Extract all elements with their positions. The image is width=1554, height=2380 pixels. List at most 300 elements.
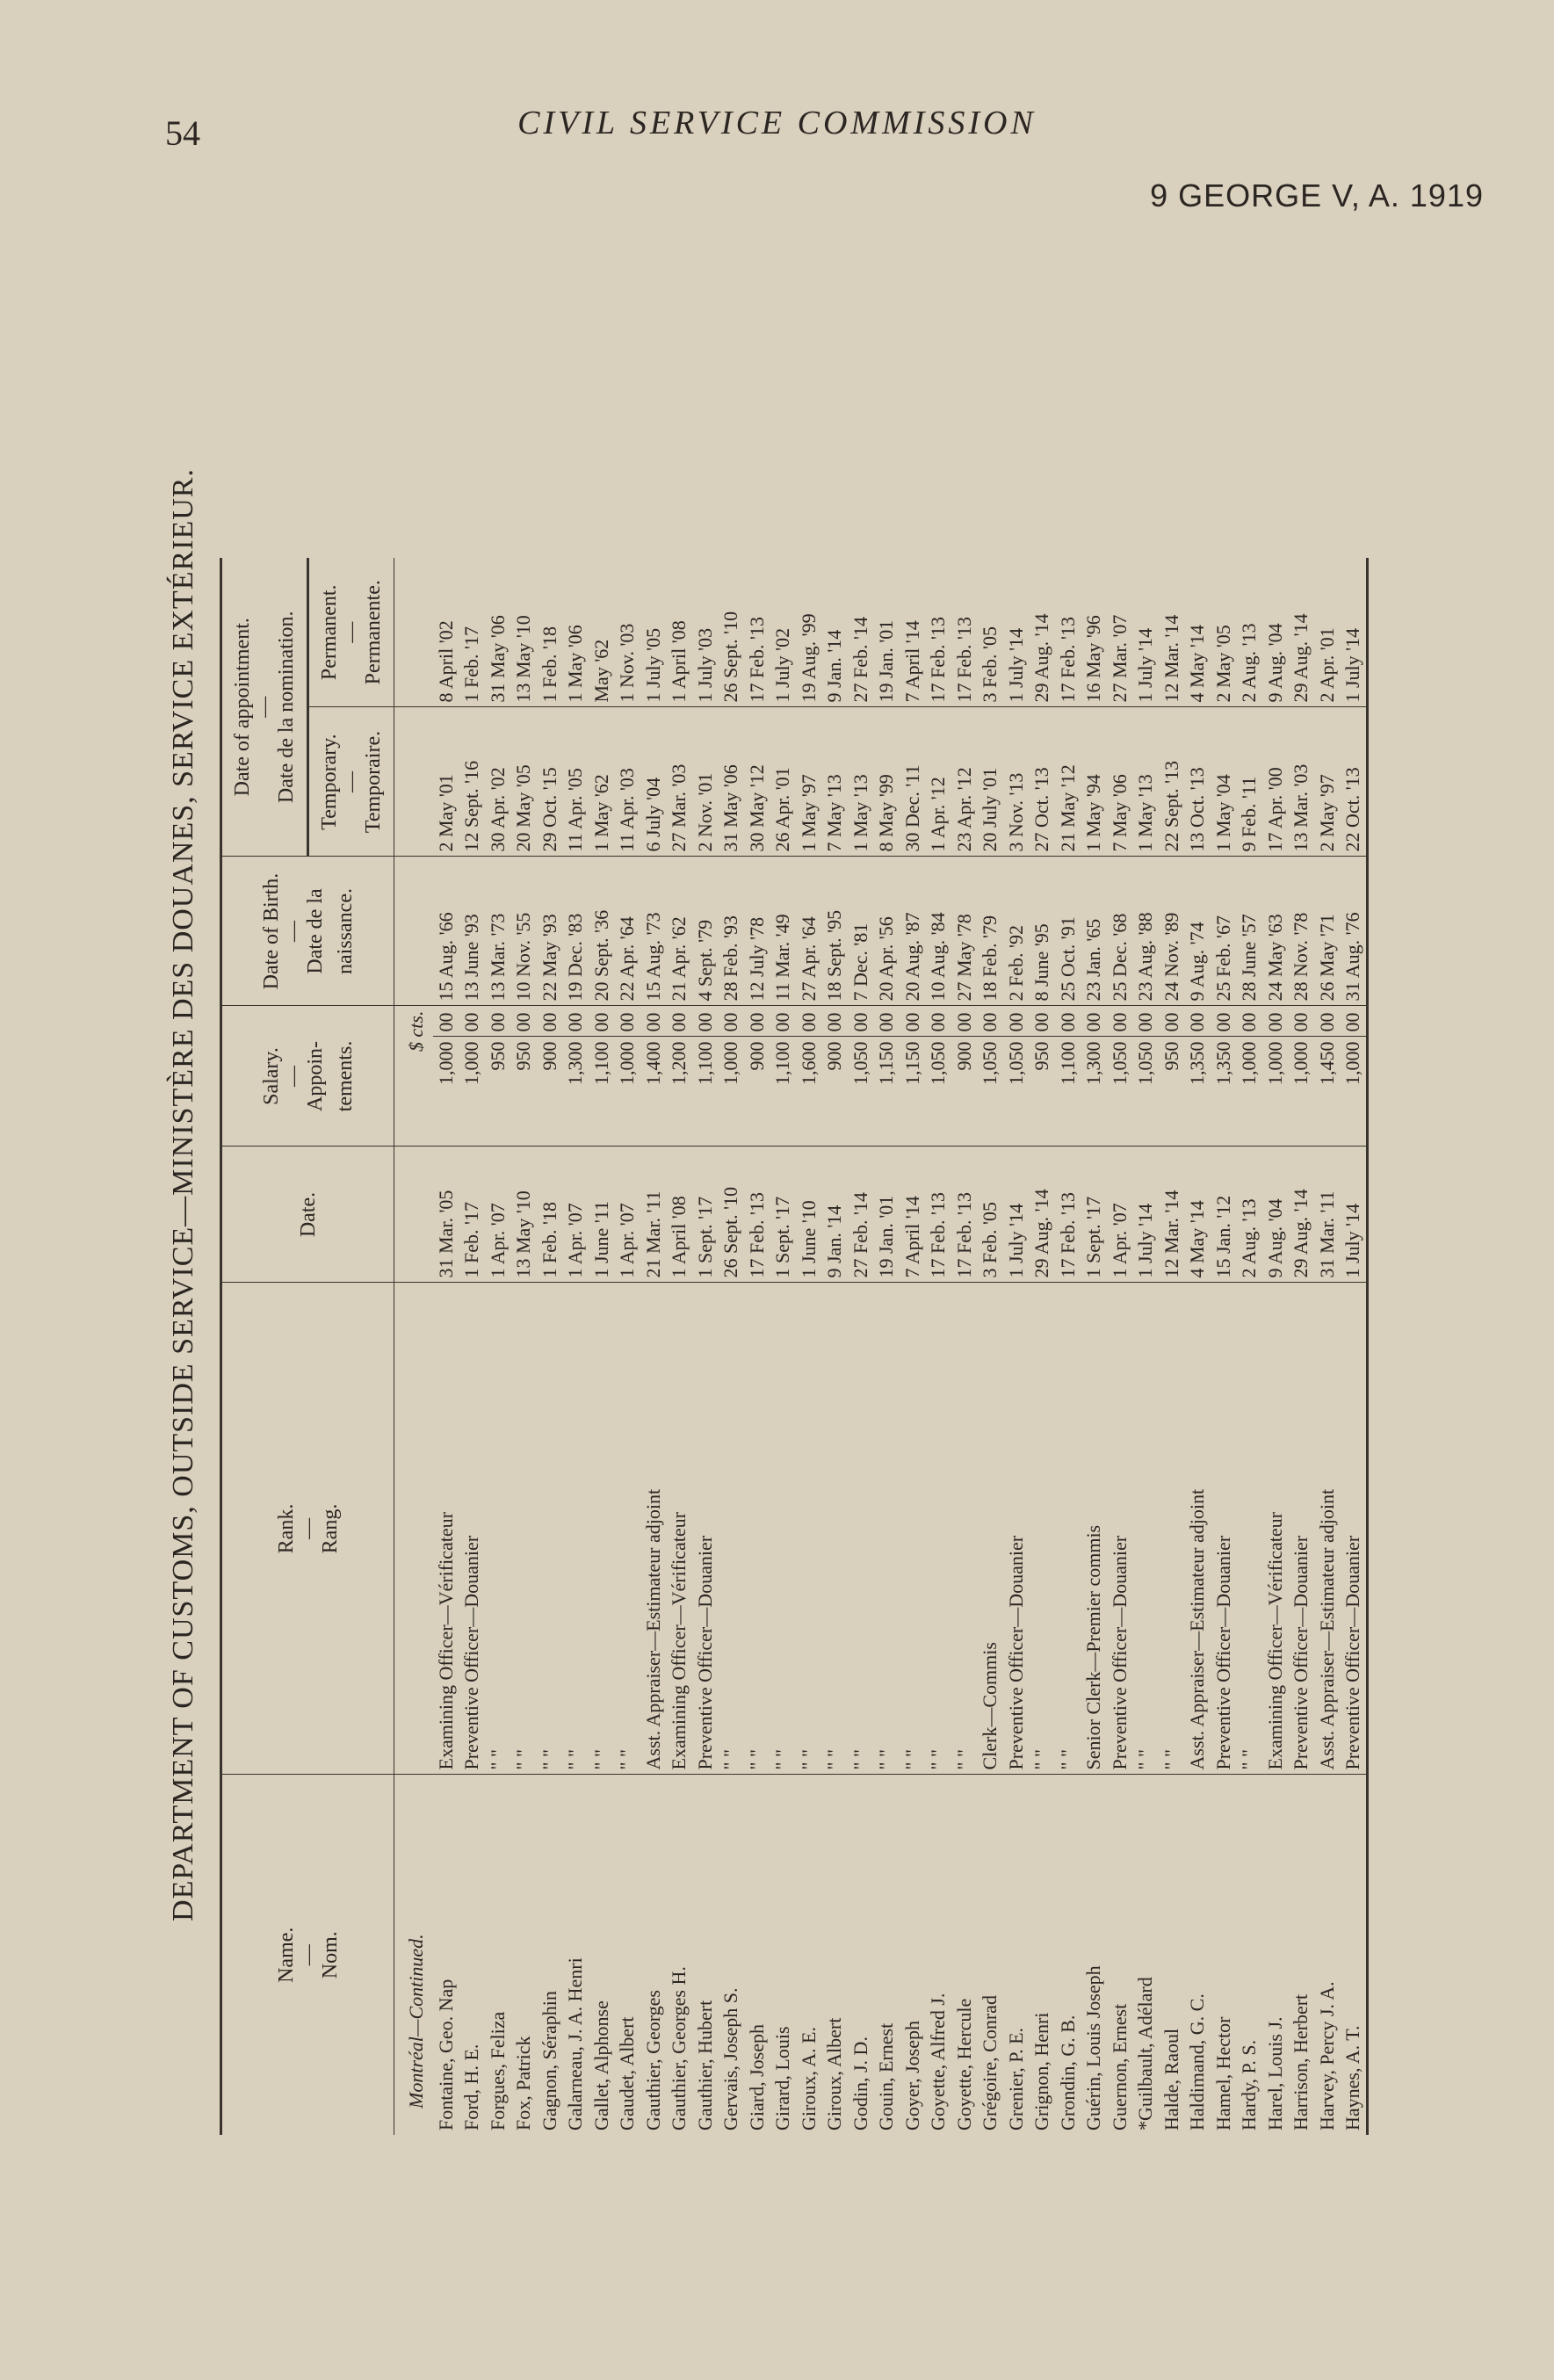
row-temporary-date: 1 May '62 bbox=[589, 707, 615, 857]
table-row bbox=[459, 558, 485, 2135]
row-date: 17 Feb. '13 bbox=[744, 1147, 770, 1283]
header-dash: — bbox=[340, 771, 363, 792]
header-dash: — bbox=[296, 1518, 320, 1539]
row-salary: 1,300 bbox=[1081, 1037, 1107, 1147]
row-name: Gauthier, Georges H. bbox=[668, 1966, 690, 2130]
row-salary: 1,150 bbox=[900, 1037, 926, 1147]
row-birth-date: 31 Aug. '76 bbox=[1340, 857, 1367, 1006]
table-row bbox=[951, 558, 978, 2135]
row-permanent-date: 17 Feb. '13 bbox=[744, 558, 770, 707]
row-cents: 00 bbox=[537, 1006, 563, 1037]
row-date: 1 Sept. '17 bbox=[770, 1147, 796, 1283]
row-birth-date: 26 May '71 bbox=[1314, 857, 1341, 1006]
row-date: 1 Apr. '07 bbox=[1107, 1147, 1133, 1283]
row-name: Guernon, Ernest bbox=[1108, 2003, 1131, 2130]
row-cents: 00 bbox=[589, 1006, 615, 1037]
row-salary: 1,100 bbox=[692, 1037, 719, 1147]
row-salary: 900 bbox=[821, 1037, 848, 1147]
temporary-header bbox=[308, 707, 394, 857]
birth-header-en: Date of Birth. bbox=[259, 872, 283, 990]
row-salary: 1,050 bbox=[1107, 1037, 1133, 1147]
row-rank: " " bbox=[821, 1283, 848, 1775]
row-birth-date: 9 Aug. '74 bbox=[1184, 857, 1211, 1006]
row-rank: Preventive Officer—Douanier bbox=[1211, 1283, 1237, 1775]
row-cents: 00 bbox=[925, 1006, 951, 1037]
row-salary: 1,150 bbox=[873, 1037, 900, 1147]
row-date: 1 Apr. '07 bbox=[562, 1147, 589, 1283]
row-permanent-date: May '62 bbox=[589, 558, 615, 707]
row-rank: Examining Officer—Vérificateur bbox=[433, 1283, 459, 1775]
row-salary: 1,350 bbox=[1184, 1037, 1211, 1147]
row-cents: 00 bbox=[692, 1006, 719, 1037]
row-permanent-date: 17 Feb. '13 bbox=[951, 558, 978, 707]
row-rank: " " bbox=[770, 1283, 796, 1775]
table-row bbox=[848, 558, 874, 2135]
row-temporary-date: 27 Mar. '03 bbox=[666, 707, 692, 857]
row-cents: 00 bbox=[1003, 1006, 1030, 1037]
row-rank: " " bbox=[537, 1283, 563, 1775]
table-row bbox=[770, 558, 796, 2135]
row-date: 1 Feb. '17 bbox=[459, 1147, 485, 1283]
table-row bbox=[718, 558, 744, 2135]
table-row bbox=[821, 558, 848, 2135]
row-rank: Preventive Officer—Douanier bbox=[1107, 1283, 1133, 1775]
row-birth-date: 4 Sept. '79 bbox=[692, 857, 719, 1006]
row-birth-date: 22 Apr. '64 bbox=[614, 857, 640, 1006]
row-name: Fox, Patrick bbox=[512, 2036, 534, 2130]
table-row bbox=[1055, 558, 1081, 2135]
row-rank: Asst. Appraiser—Estimateur adjoint bbox=[1184, 1283, 1211, 1775]
row-temporary-date: 11 Apr. '05 bbox=[562, 707, 589, 857]
row-name: Gagnon, Séraphin bbox=[538, 1991, 560, 2130]
row-rank: " " bbox=[796, 1283, 822, 1775]
row-date: 1 Sept. '17 bbox=[692, 1147, 719, 1283]
row-rank: " " bbox=[1132, 1283, 1159, 1775]
row-cents: 00 bbox=[1107, 1006, 1133, 1037]
row-cents: 00 bbox=[1159, 1006, 1185, 1037]
row-name: Haynes, A. T. bbox=[1340, 1775, 1367, 2135]
section-spacer bbox=[394, 1147, 433, 1283]
salary-units: $ cts. bbox=[394, 1006, 433, 1147]
row-rank: " " bbox=[589, 1283, 615, 1775]
table-row bbox=[1081, 558, 1107, 2135]
row-date: 1 Sept. '17 bbox=[1081, 1147, 1107, 1283]
name-header bbox=[221, 1775, 394, 2135]
page-number: 54 bbox=[165, 113, 200, 153]
row-permanent-date: 13 May '10 bbox=[510, 558, 537, 707]
row-date: 26 Sept. '10 bbox=[718, 1147, 744, 1283]
row-cents: 00 bbox=[718, 1006, 744, 1037]
row-date: 1 Apr. '07 bbox=[485, 1147, 511, 1283]
row-name: Harel, Louis J. bbox=[1263, 2016, 1286, 2130]
row-birth-date: 25 Feb. '67 bbox=[1211, 857, 1237, 1006]
row-temporary-date: 30 Apr. '02 bbox=[485, 707, 511, 857]
row-birth-date: 15 Aug. '66 bbox=[433, 857, 459, 1006]
row-temporary-date: 9 Feb. '11 bbox=[1236, 707, 1262, 857]
row-rank: " " bbox=[1159, 1283, 1185, 1775]
permanent-header-fr: Permanente. bbox=[362, 580, 385, 685]
row-cents: 00 bbox=[614, 1006, 640, 1037]
row-permanent-date: 3 Feb. '05 bbox=[977, 558, 1003, 707]
table-row bbox=[1159, 558, 1185, 2135]
row-name: Forgues, Feliza bbox=[486, 2011, 509, 2130]
table-row bbox=[1107, 558, 1133, 2135]
row-birth-date: 28 June '57 bbox=[1236, 857, 1262, 1006]
row-birth-date: 23 Jan. '65 bbox=[1081, 857, 1107, 1006]
row-date: 29 Aug. '14 bbox=[1288, 1147, 1314, 1283]
row-birth-date: 10 Nov. '55 bbox=[510, 857, 537, 1006]
row-name: Harrison, Herbert bbox=[1290, 1993, 1312, 2130]
row-cents: 00 bbox=[485, 1006, 511, 1037]
header-dash: — bbox=[340, 621, 363, 643]
row-date: 27 Feb. '14 bbox=[848, 1147, 874, 1283]
row-name: Gervais, Joseph S. bbox=[719, 1987, 741, 2130]
table-row bbox=[796, 558, 822, 2135]
table-row bbox=[900, 558, 926, 2135]
row-rank: " " bbox=[925, 1283, 951, 1775]
row-permanent-date: 7 April '14 bbox=[900, 558, 926, 707]
row-salary: 1,100 bbox=[770, 1037, 796, 1147]
row-cents: 00 bbox=[900, 1006, 926, 1037]
row-rank: " " bbox=[614, 1283, 640, 1775]
running-head: CIVIL SERVICE COMMISSION bbox=[517, 105, 1037, 141]
section-spacer bbox=[394, 707, 433, 857]
row-permanent-date: 4 May '14 bbox=[1184, 558, 1211, 707]
row-rank: " " bbox=[951, 1283, 978, 1775]
row-name: Giroux, A. E. bbox=[797, 2027, 820, 2130]
row-salary: 1,000 bbox=[1262, 1037, 1289, 1147]
table-row bbox=[1314, 558, 1341, 2135]
row-permanent-date: 2 Apr. '01 bbox=[1314, 558, 1341, 707]
table-row bbox=[433, 558, 459, 2135]
row-date: 12 Mar. '14 bbox=[1159, 1147, 1185, 1283]
row-name: Gouin, Ernest bbox=[875, 2022, 897, 2130]
row-name: Grignon, Henri bbox=[1030, 2012, 1052, 2130]
row-cents: 00 bbox=[640, 1006, 667, 1037]
row-rank: " " bbox=[1236, 1283, 1262, 1775]
row-birth-date: 27 Apr. '64 bbox=[796, 857, 822, 1006]
row-date: 3 Feb. '05 bbox=[977, 1147, 1003, 1283]
row-salary: 1,050 bbox=[925, 1037, 951, 1147]
row-salary: 1,050 bbox=[1132, 1037, 1159, 1147]
row-temporary-date: 22 Sept. '13 bbox=[1159, 707, 1185, 857]
row-temporary-date: 12 Sept. '16 bbox=[459, 707, 485, 857]
row-rank: " " bbox=[1029, 1283, 1055, 1775]
table-row bbox=[1029, 558, 1055, 2135]
row-rank: Preventive Officer—Douanier bbox=[459, 1283, 485, 1775]
row-salary: 950 bbox=[485, 1037, 511, 1147]
row-salary: 1,000 bbox=[1340, 1037, 1367, 1147]
row-name: Gaudet, Albert bbox=[616, 2016, 638, 2130]
row-permanent-date: 12 Mar. '14 bbox=[1159, 558, 1185, 707]
row-date: 15 Jan. '12 bbox=[1211, 1147, 1237, 1283]
table-row bbox=[562, 558, 589, 2135]
table-row bbox=[1340, 558, 1367, 2135]
row-name: Goyette, Hercule bbox=[952, 1998, 975, 2130]
row-cents: 00 bbox=[459, 1006, 485, 1037]
row-birth-date: 13 June '93 bbox=[459, 857, 485, 1006]
table-row bbox=[666, 558, 692, 2135]
section-spacer bbox=[394, 857, 433, 1006]
row-salary: 1,000 bbox=[433, 1037, 459, 1147]
row-birth-date: 22 May '93 bbox=[537, 857, 563, 1006]
row-permanent-date: 29 Aug. '14 bbox=[1029, 558, 1055, 707]
salary-header-fr: Appoin-tements. bbox=[303, 1040, 357, 1112]
table-row bbox=[692, 558, 719, 2135]
row-rank: Clerk—Commis bbox=[977, 1283, 1003, 1775]
row-permanent-date: 1 Feb. '18 bbox=[537, 558, 563, 707]
row-cents: 00 bbox=[1055, 1006, 1081, 1037]
row-temporary-date: 26 Apr. '01 bbox=[770, 707, 796, 857]
row-birth-date: 18 Feb. '79 bbox=[977, 857, 1003, 1006]
row-temporary-date: 2 May '97 bbox=[1314, 707, 1341, 857]
row-cents: 00 bbox=[951, 1006, 978, 1037]
row-salary: 1,100 bbox=[589, 1037, 615, 1147]
row-cents: 00 bbox=[1314, 1006, 1341, 1037]
row-name: Gauthier, Georges bbox=[641, 1990, 664, 2130]
row-birth-date: 25 Oct. '91 bbox=[1055, 857, 1081, 1006]
row-name: Girard, Louis bbox=[771, 2026, 793, 2130]
row-permanent-date: 2 May '05 bbox=[1211, 558, 1237, 707]
row-salary: 950 bbox=[1029, 1037, 1055, 1147]
section-spacer bbox=[394, 558, 433, 707]
table-row bbox=[614, 558, 640, 2135]
row-birth-date: 28 Nov. '78 bbox=[1288, 857, 1314, 1006]
row-salary: 1,000 bbox=[1288, 1037, 1314, 1147]
row-name: Gallet, Alphonse bbox=[589, 2000, 612, 2130]
row-permanent-date: 26 Sept. '10 bbox=[718, 558, 744, 707]
row-date: 7 April '14 bbox=[900, 1147, 926, 1283]
row-salary: 1,000 bbox=[718, 1037, 744, 1147]
row-date: 1 June '10 bbox=[796, 1147, 822, 1283]
row-cents: 00 bbox=[1029, 1006, 1055, 1037]
row-cents: 00 bbox=[1132, 1006, 1159, 1037]
row-name: Fontaine, Geo. Nap bbox=[434, 1979, 457, 2130]
temporary-header-en: Temporary. bbox=[318, 734, 341, 830]
appointment-header-en: Date of appointment. bbox=[231, 618, 254, 797]
row-date: 31 Mar. '11 bbox=[1314, 1147, 1341, 1283]
row-birth-date: 20 Apr. '56 bbox=[873, 857, 900, 1006]
row-name: Grondin, G. B. bbox=[1056, 2015, 1079, 2130]
row-permanent-date: 8 April '02 bbox=[433, 558, 459, 707]
row-birth-date: 20 Sept. '36 bbox=[589, 857, 615, 1006]
table-row bbox=[537, 558, 563, 2135]
row-temporary-date: 1 Apr. '12 bbox=[925, 707, 951, 857]
row-name: Guérin, Louis Joseph bbox=[1082, 1965, 1104, 2130]
row-temporary-date: 21 May '12 bbox=[1055, 707, 1081, 857]
row-temporary-date: 13 Oct. '13 bbox=[1184, 707, 1211, 857]
section-label: Montréal—Continued. bbox=[405, 1934, 427, 2109]
row-permanent-date: 1 July '14 bbox=[1003, 558, 1030, 707]
header-dash: — bbox=[281, 921, 305, 942]
row-birth-date: 28 Feb. '93 bbox=[718, 857, 744, 1006]
row-rank: Asst. Appraiser—Estimateur adjoint bbox=[1314, 1283, 1341, 1775]
table-row bbox=[925, 558, 951, 2135]
table-row bbox=[873, 558, 900, 2135]
row-date: 17 Feb. '13 bbox=[951, 1147, 978, 1283]
row-name: Giroux, Albert bbox=[823, 2017, 845, 2130]
row-date: 1 Feb. '18 bbox=[537, 1147, 563, 1283]
row-salary: 1,050 bbox=[977, 1037, 1003, 1147]
row-permanent-date: 9 Jan. '14 bbox=[821, 558, 848, 707]
row-birth-date: 21 Apr. '62 bbox=[666, 857, 692, 1006]
row-cents: 00 bbox=[873, 1006, 900, 1037]
row-permanent-date: 2 Aug. '13 bbox=[1236, 558, 1262, 707]
row-temporary-date: 2 May '01 bbox=[433, 707, 459, 857]
row-date: 17 Feb. '13 bbox=[925, 1147, 951, 1283]
row-permanent-date: 19 Aug. '99 bbox=[796, 558, 822, 707]
row-rank: Preventive Officer—Douanier bbox=[1003, 1283, 1030, 1775]
row-rank: Senior Clerk—Premier commis bbox=[1081, 1283, 1107, 1775]
row-date: 2 Aug. '13 bbox=[1236, 1147, 1262, 1283]
table-row bbox=[1003, 558, 1030, 2135]
name-header-en: Name. bbox=[274, 1927, 298, 1983]
row-permanent-date: 1 July '02 bbox=[770, 558, 796, 707]
row-name: Galarneau, J. A. Henri bbox=[564, 1957, 586, 2130]
row-temporary-date: 27 Oct. '13 bbox=[1029, 707, 1055, 857]
row-temporary-date: 30 Dec. '11 bbox=[900, 707, 926, 857]
row-salary: 1,200 bbox=[666, 1037, 692, 1147]
section-title: DEPARTMENT OF CUSTOMS, OUTSIDE SERVICE—MINISTÈRE DES DOUANES, SERVICE EXTÉRIEUR. bbox=[167, 468, 199, 1921]
row-permanent-date: 1 Nov. '03 bbox=[614, 558, 640, 707]
table-row bbox=[1288, 558, 1314, 2135]
row-cents: 00 bbox=[1236, 1006, 1262, 1037]
row-birth-date: 8 June '95 bbox=[1029, 857, 1055, 1006]
row-permanent-date: 1 April '08 bbox=[666, 558, 692, 707]
row-name: Gauthier, Hubert bbox=[693, 2000, 716, 2130]
row-name: Goyer, Joseph bbox=[900, 2021, 923, 2130]
row-salary: 950 bbox=[510, 1037, 537, 1147]
row-temporary-date: 13 Mar. '03 bbox=[1288, 707, 1314, 857]
row-rank: Examining Officer—Vérificateur bbox=[666, 1283, 692, 1775]
row-birth-date: 25 Dec. '68 bbox=[1107, 857, 1133, 1006]
row-permanent-date: 1 July '03 bbox=[692, 558, 719, 707]
row-rank: " " bbox=[562, 1283, 589, 1775]
row-date: 9 Jan. '14 bbox=[821, 1147, 848, 1283]
row-temporary-date: 20 July '01 bbox=[977, 707, 1003, 857]
row-rank: Preventive Officer—Douanier bbox=[692, 1283, 719, 1775]
personnel-table bbox=[220, 558, 1369, 2135]
row-salary: 1,000 bbox=[1236, 1037, 1262, 1147]
row-rank: " " bbox=[873, 1283, 900, 1775]
row-rank: " " bbox=[900, 1283, 926, 1775]
row-salary: 1,400 bbox=[640, 1037, 667, 1147]
appointment-header bbox=[221, 558, 308, 857]
row-name: Harvey, Percy J. A. bbox=[1315, 1981, 1338, 2130]
row-birth-date: 13 Mar. '73 bbox=[485, 857, 511, 1006]
row-permanent-date: 31 May '06 bbox=[485, 558, 511, 707]
row-temporary-date: 30 May '12 bbox=[744, 707, 770, 857]
row-date: 21 Mar. '11 bbox=[640, 1147, 667, 1283]
row-cents: 00 bbox=[1288, 1006, 1314, 1037]
permanent-header bbox=[308, 558, 394, 707]
row-rank: Examining Officer—Vérificateur bbox=[1262, 1283, 1289, 1775]
row-temporary-date: 2 Nov. '01 bbox=[692, 707, 719, 857]
temporary-header-fr: Temporaire. bbox=[362, 730, 385, 834]
row-date: 13 May '10 bbox=[510, 1147, 537, 1283]
regnal-year: 9 GEORGE V, A. 1919 bbox=[1150, 177, 1484, 213]
row-temporary-date: 29 Oct. '15 bbox=[537, 707, 563, 857]
table-row bbox=[744, 558, 770, 2135]
row-name: Giard, Joseph bbox=[745, 2024, 768, 2130]
row-cents: 00 bbox=[1340, 1006, 1367, 1037]
row-temporary-date: 1 May '13 bbox=[1132, 707, 1159, 857]
row-birth-date: 19 Dec. '83 bbox=[562, 857, 589, 1006]
row-temporary-date: 22 Oct. '13 bbox=[1340, 707, 1367, 857]
row-permanent-date: 1 July '05 bbox=[640, 558, 667, 707]
row-cents: 00 bbox=[1211, 1006, 1237, 1037]
row-permanent-date: 1 May '06 bbox=[562, 558, 589, 707]
name-header-fr: Nom. bbox=[318, 1931, 342, 1979]
row-birth-date: 10 Aug. '84 bbox=[925, 857, 951, 1006]
row-salary: 1,300 bbox=[562, 1037, 589, 1147]
table-row bbox=[589, 558, 615, 2135]
row-rank: " " bbox=[744, 1283, 770, 1775]
row-salary: 1,100 bbox=[1055, 1037, 1081, 1147]
row-rank: " " bbox=[510, 1283, 537, 1775]
row-birth-date: 27 May '78 bbox=[951, 857, 978, 1006]
row-date: 1 July '14 bbox=[1132, 1147, 1159, 1283]
section-spacer bbox=[394, 1283, 433, 1775]
row-salary: 950 bbox=[1159, 1037, 1185, 1147]
row-date: 31 Mar. '05 bbox=[433, 1147, 459, 1283]
row-rank: Preventive Officer—Douanier bbox=[1340, 1283, 1367, 1775]
row-name: Grégoire, Conrad bbox=[979, 1995, 1001, 2130]
row-permanent-date: 16 May '96 bbox=[1081, 558, 1107, 707]
row-salary: 900 bbox=[951, 1037, 978, 1147]
row-cents: 00 bbox=[744, 1006, 770, 1037]
table-row bbox=[1184, 558, 1211, 2135]
row-birth-date: 2 Feb. '92 bbox=[1003, 857, 1030, 1006]
row-temporary-date: 1 May '13 bbox=[848, 707, 874, 857]
row-birth-date: 20 Aug. '87 bbox=[900, 857, 926, 1006]
row-birth-date: 24 Nov. '89 bbox=[1159, 857, 1185, 1006]
row-temporary-date: 17 Apr. '00 bbox=[1262, 707, 1289, 857]
row-birth-date: 24 May '63 bbox=[1262, 857, 1289, 1006]
table-row bbox=[977, 558, 1003, 2135]
row-date: 1 July '14 bbox=[1340, 1147, 1367, 1283]
row-temporary-date: 8 May '99 bbox=[873, 707, 900, 857]
birth-header-fr: Date de la naissance. bbox=[303, 888, 357, 974]
row-date: 9 Aug. '04 bbox=[1262, 1147, 1289, 1283]
row-name: Ford, H. E. bbox=[460, 2044, 482, 2130]
row-temporary-date: 3 Nov. '13 bbox=[1003, 707, 1030, 857]
row-salary: 900 bbox=[744, 1037, 770, 1147]
row-cents: 00 bbox=[562, 1006, 589, 1037]
row-rank: " " bbox=[485, 1283, 511, 1775]
row-permanent-date: 19 Jan. '01 bbox=[873, 558, 900, 707]
row-birth-date: 23 Aug. '88 bbox=[1132, 857, 1159, 1006]
salary-header-en: Salary. bbox=[259, 1047, 283, 1105]
rank-header bbox=[221, 1283, 394, 1775]
rank-header-en: Rank. bbox=[274, 1503, 298, 1554]
header-dash: — bbox=[296, 1944, 320, 1966]
row-salary: 900 bbox=[537, 1037, 563, 1147]
row-rank: Asst. Appraiser—Estimateur adjoint bbox=[640, 1283, 667, 1775]
table-row bbox=[485, 558, 511, 2135]
row-date: 1 July '14 bbox=[1003, 1147, 1030, 1283]
row-rank: " " bbox=[1055, 1283, 1081, 1775]
rotated-table-area bbox=[167, 255, 1502, 2135]
row-salary: 1,050 bbox=[848, 1037, 874, 1147]
row-cents: 00 bbox=[848, 1006, 874, 1037]
birth-header bbox=[221, 857, 394, 1006]
row-temporary-date: 11 Apr. '03 bbox=[614, 707, 640, 857]
row-cents: 00 bbox=[510, 1006, 537, 1037]
row-birth-date: 7 Dec. '81 bbox=[848, 857, 874, 1006]
row-name: Godin, J. D. bbox=[849, 2036, 871, 2130]
row-cents: 00 bbox=[1262, 1006, 1289, 1037]
